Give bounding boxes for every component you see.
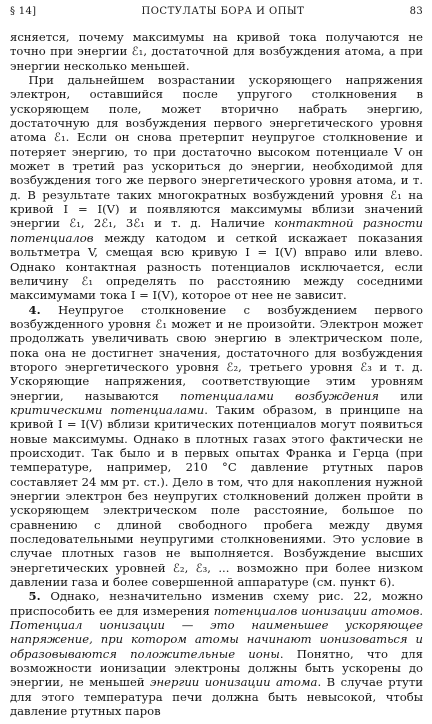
running-head — [10, 6, 423, 22]
paragraph — [10, 303, 423, 590]
section-marker: § 14] — [10, 6, 37, 17]
text-run: Неупругое столкновение с возбуждением первого возбужденного уровня ℰ₁ может и не произойти. Электрон может продолжать увеличивать свою энергию в электрическом поле, пока она не достигнет значения, достаточного для возбуждения второго энергетического уровня ℰ₂, третьего уровня ℰ₃ и т. д. Ускоряющие напряжения, соответствующие этим уровням энергии, называются — [10, 302, 423, 403]
text-run: Однако, незначительно изменив схему рис. 22, можно приспособить ее для измерения — [10, 589, 423, 618]
text-run: или — [379, 388, 423, 403]
emphasized-text: критическими потенциалами — [10, 402, 205, 417]
paragraph — [10, 30, 423, 73]
text-run: ясняется, почему максимумы на кривой тока получаются не точно при энергии ℰ₁, достаточной для возбуждения атома, а при энергии несколько меньшей. — [10, 30, 423, 73]
page-number: 83 — [409, 6, 423, 17]
paragraph — [10, 589, 423, 718]
body-text — [10, 30, 423, 719]
text-run: . В случае ртути для этого температура печи должна быть невысокой, чтобы давление ртутных паров — [10, 675, 423, 719]
emphasized-text: потенциалами возбуждения — [180, 388, 379, 403]
emphasized-text: контактной разности потенциалов — [10, 216, 423, 245]
text-run: При дальнейшем возрастании ускоряющего напряжения электрон, оставшийся после упругого столкновения в ускоряющем поле, может вторично набрать энергию, достаточную для возбуждения первого энергетического уровня атома ℰ₁. Если он снова претерпит неупругое столкновение и потеряет энергию, то при достаточно высоком потенциале V он может в третий раз ускориться до энергии, необходимой для возбуждения того же первого энергетического уровня атома, и т. д. В результате таких многократных возбуждений уровня ℰ₁ на кривой I = I(V) и появляются максимумы вблизи значений энергии ℰ₁, 2ℰ₁, 3ℰ₁ и т. д. Наличие — [10, 73, 423, 231]
text-run: . Понятно, что для возможности ионизации электроны должны быть ускорены до энергии, не меньшей — [10, 646, 423, 690]
text-run: между катодом и сеткой искажает показания вольтметра V, смещая всю кривую I = I(V) вправо или влево. Однако контактная разность потенциалов исключается, если величину ℰ₁ определять по расстоянию между соседними максимумами тока I = I(V), которое от нее не зависит. — [10, 230, 423, 303]
paragraph — [10, 73, 423, 303]
text-run: . Таким образом, в принципе на кривой I = I(V) вблизи критических потенциалов могут появиться новые максимумы. Однако в плотных газах этого фактически не происходит. Так было и в первых опытах Франка и Герца (при температуре, например, 210 °C давление ртутных паров составляет 24 мм рт. ст.). Дело в том, что для накопления нужной энергии электрон без неупругих столкновений должен пройти в ускоряющем электрическом поле расстояние, большое по сравнению с длиной свободного пробега между двумя последовательными неупругими столкновениями. Это условие в случае плотных газов не выполняется. Возбуждение высших энергетических уровней ℰ₂, ℰ₃, ... возможно при более низком давлении газа и более совершенной аппаратуре (см. пункт 6). — [10, 402, 423, 590]
emphasized-text: энергии ионизации атома — [150, 675, 318, 690]
paragraph-number: 5. — [28, 589, 41, 604]
paragraph-number: 4. — [28, 302, 41, 317]
emphasized-text: потенциалов ионизации атомов. Потенциал ионизации — это наименьшее ускоряющее напряжение, при котором атомы начинают ионизоваться и образовываются положительные ионы — [10, 603, 424, 661]
running-title: ПОСТУЛАТЫ БОРА И ОПЫТ — [141, 6, 305, 17]
